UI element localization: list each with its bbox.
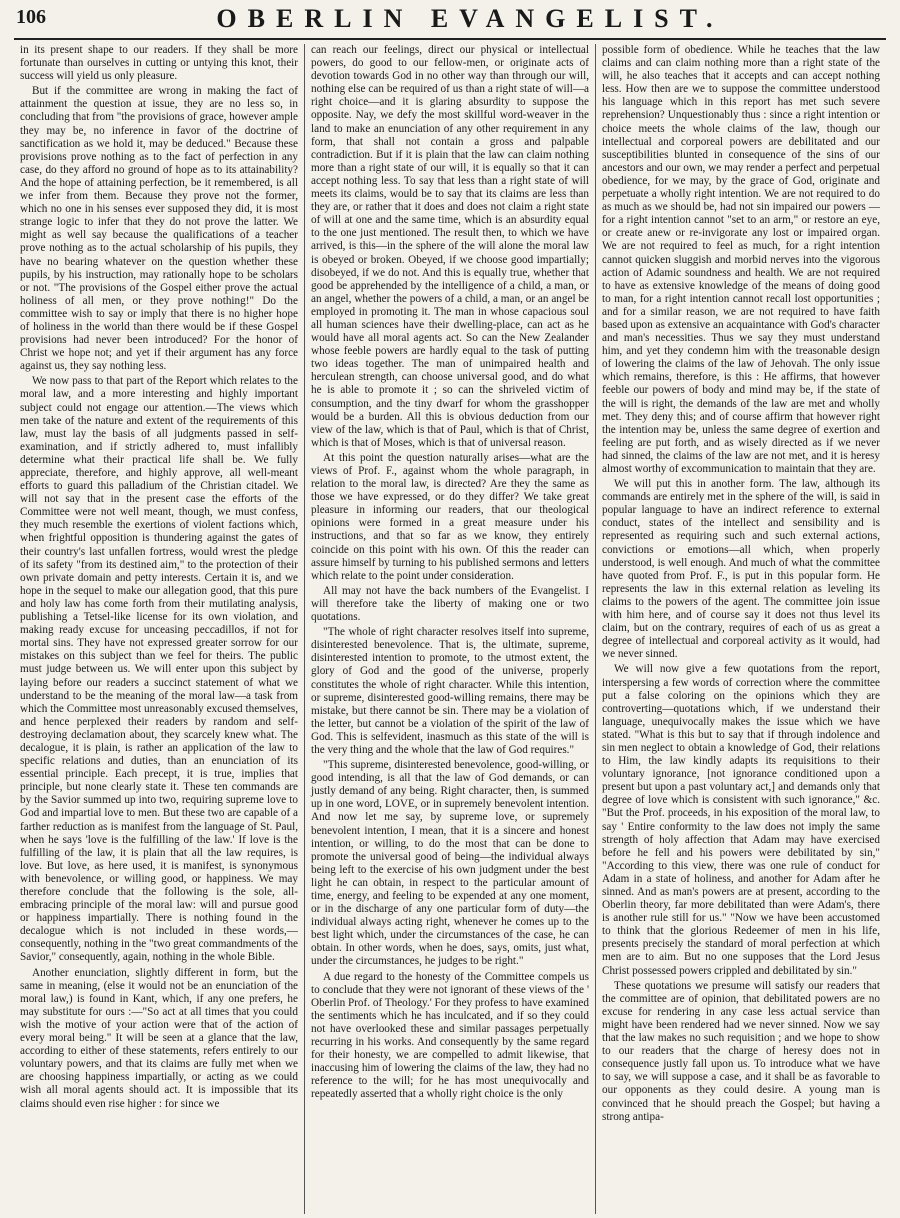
column-3	[595, 44, 886, 1214]
quotation: "The whole of right character resolves itself into supreme, disinterested benevolence. That is, the ultimate, supreme, disinterested intention to promote, to the utmost extent, the glory of God and the good of the universe, properly constitutes the whole of right character. While this intention, or supreme, disinterested good-willing remains, there may be mistake, but there cannot be sin. There may be a violation of the letter, but cannot be a violation of the spirit of the law of God. This is selfevident, inasmuch as this state of the will is the very thing and the whole that the law of God requires."	[311, 626, 589, 756]
paragraph: We will put this in another form. The law, although its commands are entirely met in the sphere of the will, is said in popular language to have an indirect reference to external conduct, states of the intellect and sensibility and is represented as requiring such and such external actions, convictions or emotions—all which, when properly understood, is well enough. And much of what the committee have quoted from Prof. F., is put in this popular form. He represents the law in this external relation as leveling its claims to the powers of the agent. The committee join issue with him here, and of course say it does not thus level its claim, but on the contrary, requires of each of us as great a degree of intellectual and corporeal activity as it would, had we never sinned.	[602, 478, 880, 661]
paragraph: These quotations we presume will satisfy our readers that the committee are of opinion, that debilitated powers are no excuse for rendering in any case less actual service than might have been rendered had we never sinned. Now we say that the law makes no such requisition ; and we hope to show to our readers that the charge of heresy does not in consequence justly fall upon us. To introduce what we have to say, we will suppose a case, and it shall be as favorable to our opponents as they could desire. A young man is convinced that he should preach the Gospel; but having a strong antipa-	[602, 979, 880, 1123]
paragraph: But if the committee are wrong in making the fact of attainment the question at issue, they are no less so, in concluding that from "the provisions of grace, however ample they may be, no inference in favor of the doctrine of sanctification as we hold it, may be deduced." Because these provisions prove nothing as to the fact of perfection in any case, do they afford no ground of hope as to its attainability? And the hope of attaining perfection, be it remembered, is all we infer from them. Because they prove not the former, which no one in his senses ever supposed they did, it is most strange logic to infer that they do not prove the latter. We might as well say because the qualifications of a teacher prove nothing as to the actual scholarship of his pupils, they have no bearing whatever on the question whether these pupils, by his instruction, may rationally hope to be scholars or not. "The provisions of the Gospel either prove the actual holiness of all men, or they prove nothing!" Do the committee wish to say or imply that there is no higher hope of holiness in the world than there would be if these Gospel provisions had never been introduced? For the honor of Christ we hope not; and yet if their argument has any force against us, they say nothing less.	[20, 85, 298, 373]
column-1	[14, 44, 304, 1214]
paragraph: in its present shape to our readers. If they shall be more fortunate than ourselves in cutting or untying this knot, their success will yield us only pleasure.	[20, 44, 298, 83]
paragraph: We will now give a few quotations from the report, interspersing a few words of correction where the committee put a false coloring on the opinions which they are controverting—quotations which, if we understand their language, unequivocally makes the issue which we have stated. "What is this but to say that if through indolence and sin men neglect to obtain a knowledge of God, their relations to Him, the law kindly adapts its requisitions to their voluntary ignorance, [not ignorance conditioned upon a present but upon a past voluntary act,] and demands only that degree of love which is consistent with such ignorance," &c. "But the Prof. proceeds, in his exposition of the moral law, to say ' Entire conformity to the law does not imply the same strength of holy affection that Adam may have exercised before he fell and his powers were debilitated by sin," "According to this view, there was one rule of conduct for Adam in a state of holiness, and another for Adam after he sinned. And as man's powers are at present, according to the Oberlin theory, far more debilitated than were Adam's, there is another rule still for us." "Now we have been accustomed to think that the glorious Redeemer of men in his life, presents precisely the standard of moral perfection at which men are to aim. But no one supposes that the Lord Jesus Christ possessed powers crippled and debilitated by sin."	[602, 663, 881, 977]
masthead	[14, 4, 886, 40]
page-number: 106	[16, 6, 46, 28]
quotation: "This supreme, disinterested benevolence, good-willing, or good intending, is all that the law of God demands, or can justly demand of any being. Right character, then, is summed up in one word, LOVE, or in supremely benevolent intention. And now let me say, by supreme love, or supremely benevolent intention, I mean, that it is a sincere and honest intention, or willing, to do the most that can be done to promote the universal good of being—the individual always being left to the exercise of his own judgment under the best light he can obtain, in respect to the particular amount of time, energy, and feeling to be expended at any one moment, or in the discharge of any one particular form of duty—the individual always acting right, whenever he comes up to the best light which, under the circumstances of the case, he can obtain. In other words, when he does, says, omits, just what, under the circumstances, he judges to be right."	[311, 759, 589, 968]
paragraph: We now pass to that part of the Report which relates to the moral law, and a more interesting and highly important subject could not engage our attention.—The views which men take of the nature and extent of the requirements of this law, must lay the basis of all judgments passed in self-examination, and if strictly adhered to, must infallibly determine what their practical life shall be. We fully appreciate, therefore, and highly approve, all well-meant efforts to guard this palladium of the Christian citadel. We will not say that in the present case the efforts of the Committee were not well meant, though, we must confess, they much resemble the exertions of violent factions which, when frightful opposition is thundering against the gates of their country's last unfallen fortress, would wrest the pledge of its safety "from its destined aim," to the protection of their own private domain and petty interests. Certain it is, and we hope in the sequel to make our allegation good, that this pure and holy law has come forth from their mutilating analysis, publishing a Tetsel-like license for its own violation, and making ready excuse for unceasing peccadillos, if not for mortal sins. They have not expressed greater sorrow for our mistakes on this subject than we feel for theirs. The public must judge between us. We will enter upon this subject by laying before our readers a succinct statement of what we understand to be the meaning of the moral law—a task from which the Committee most unreasonably excused themselves, and hence perplexed their readers by random and self-destroying declamation about, they scarcely knew what. The decalogue, it is plain, is rather an application of the law to specific relations and duties, than an enunciation of its essential principle. Each precept, it is true, implies that principle, but none clearly state it. These ten commands are by the Savior summed up into two, requiring supreme love to God and impartial love to men. But these two are capable of a farther reduction as is manifest from the language of St. Paul, when he says 'love is the fulfilling of the law.' If love is the fulfilling of the law, it is plain that all the law requires, is love. But love, as here used, it is manifest, is synonymous with benevolence, or willing good, or happiness. We may therefore conclude that the following is the sole, all-embracing principle of the moral law: will and pursue good or happiness impartially. There is nothing found in the decalogue which is not included in these words,—consequently, nothing in the "two great commandments of the Savior," consequently, again, nothing in the whole Bible.	[20, 375, 298, 964]
column-2	[304, 44, 595, 1214]
article-columns	[14, 44, 886, 1214]
paragraph: A due regard to the honesty of the Committee compels us to conclude that they were not ignorant of these views of the ' Oberlin Prof. of Theology.' For they profess to have examined the sentiments which he has inculcated, and if so they could not have overlooked these and similar passages perpetually recurring in his works. And consequently by the same regard for their honesty, we are compelled to admit likewise, that inaccusing him of lowering the claims of the law, they had no reference to the will; for he has most unequivocally and repeatedly asserted that a wholly right choice is the only	[311, 970, 589, 1101]
paragraph: possible form of obedience. While he teaches that the law claims and can claim nothing more than a right state of the will, he also teaches that it accepts and can accept nothing less. How then are we to suppose the committee understood his language which in this report has met such severe reprehension? Unquestionably thus : since a right intention or choice meets the whole claims of the law, though our intellectual and corporeal powers are debilitated and our susceptibilities blunted in consequence of the sins of our ancestors and our own, we may render a perfect and perpetual obedience, for we may, by the grace of God, originate and perpetuate a wholly right intention. We are not required to do as much as we should be, had not sin impaired our powers —for a right intention cannot "set to an arm," or restore an eye, or create anew or re-invigorate any lost or impaired organ. We are not required to feel as much, for a right intention cannot quicken sluggish and morbid nerves into the vigorous action of Adamic soundness and health. We are not required to have as extensive knowledge of the means of doing good to man, for a right intention cannot recall lost opportunities ; and for a similar reason, we are not required to have faith based upon as extensive an acquaintance with God's character and man's necessities. Thus we say they must understand him, and yet they condemn him with the treasonable design of lowering the claims of the law of Jehovah. The only issue which remains, therefore, is this : He affirms, that however feeble our powers of body and mind may be, if the state of the will is right, the demands of the law are met and wholly met. They deny this; and of course affirm that however right the intention may be, unless the same degree of exertion and feeling are put forth, and as wisely directed as if we never had sinned, the claims of the law are not met, and it is heresy almost worthy of excommunication to maintain that they are.	[602, 44, 880, 475]
running-title: OBERLIN EVANGELIST.	[216, 4, 724, 33]
paragraph: can reach our feelings, direct our physical or intellectual powers, do good to our fellow-men, or originate acts of devotion towards God in no other way than through our will, nothing else can be required of us than a right state of will—a right choice—and it is glaring absurdity to suppose the opposite. Nay, we defy the most skillful word-weaver in the land to make an enunciation of any other requirement in any form, that shall not contain a gross and palpable contradiction. But if it is plain that the law can claim nothing more than a right state of our will, it is equally so that it can accept nothing less. To say that less than a right state of will meets its claims, would be to say that its claims are less than they are, or rather that it does and does not claim a right state of will at one and the same time, which is an absurdity equal to the one just mentioned. The result then, to which we have arrived, is this—in the sphere of the will alone the moral law is obeyed or broken. Obeyed, if we choose good impartially; disobeyed, if we do not. And this is equally true, whether that good be apprehended by the intelligence of a child, a man, or an angel, whether the powers of a child, a man, or an angel be employed in promoting it. The man in whose capacious soul all human sciences have their dwelling-place, can act as he would have all moral agents act. So can the New Zealander whose feeble powers are hardly equal to the task of putting two ideas together. The man of unimpaired health and herculean strength, can choose universal good, and do what he is able to promote it ; so can the shriveled victim of consumption, and the tiny dwarf for whom the grasshopper would be a burden. All this is obvious deduction from our view of the law, which is that of Paul, which is that of Christ, which is that of Moses, which is that of universal reason.	[311, 44, 589, 449]
paragraph: All may not have the back numbers of the Evangelist. I will therefore take the liberty of making one or two quotations.	[311, 584, 589, 624]
paragraph: Another enunciation, slightly different in form, but the same in meaning, (else it would not be an enunciation of the moral law,) is found in Kant, which, if any one prefers, he may substitute for ours :—"So act at all times that you could wish the motive of your action were that of the action of every moral being." It will be seen at a glance that the law, according to either of these statements, refers entirely to our voluntary powers, and that its claims are fully met when we are choosing happiness impartially, or acting as we could wish all moral agents should act. It is impossible that its claims should even rise higher : for since we	[20, 966, 298, 1110]
paragraph: At this point the question naturally arises—what are the views of Prof. F., against whom the whole paragraph, in relation to the moral law, is directed? Are they the same as those we have expressed, or do they differ? We take great pleasure in informing our readers, that our theological opinions were formed in a great measure under his instructions, and that so far as we know, they entirely coincide on this point with his own. Of this the reader can assure himself by turning to his published sermons and letters which relate to the point under consideration.	[311, 451, 589, 582]
